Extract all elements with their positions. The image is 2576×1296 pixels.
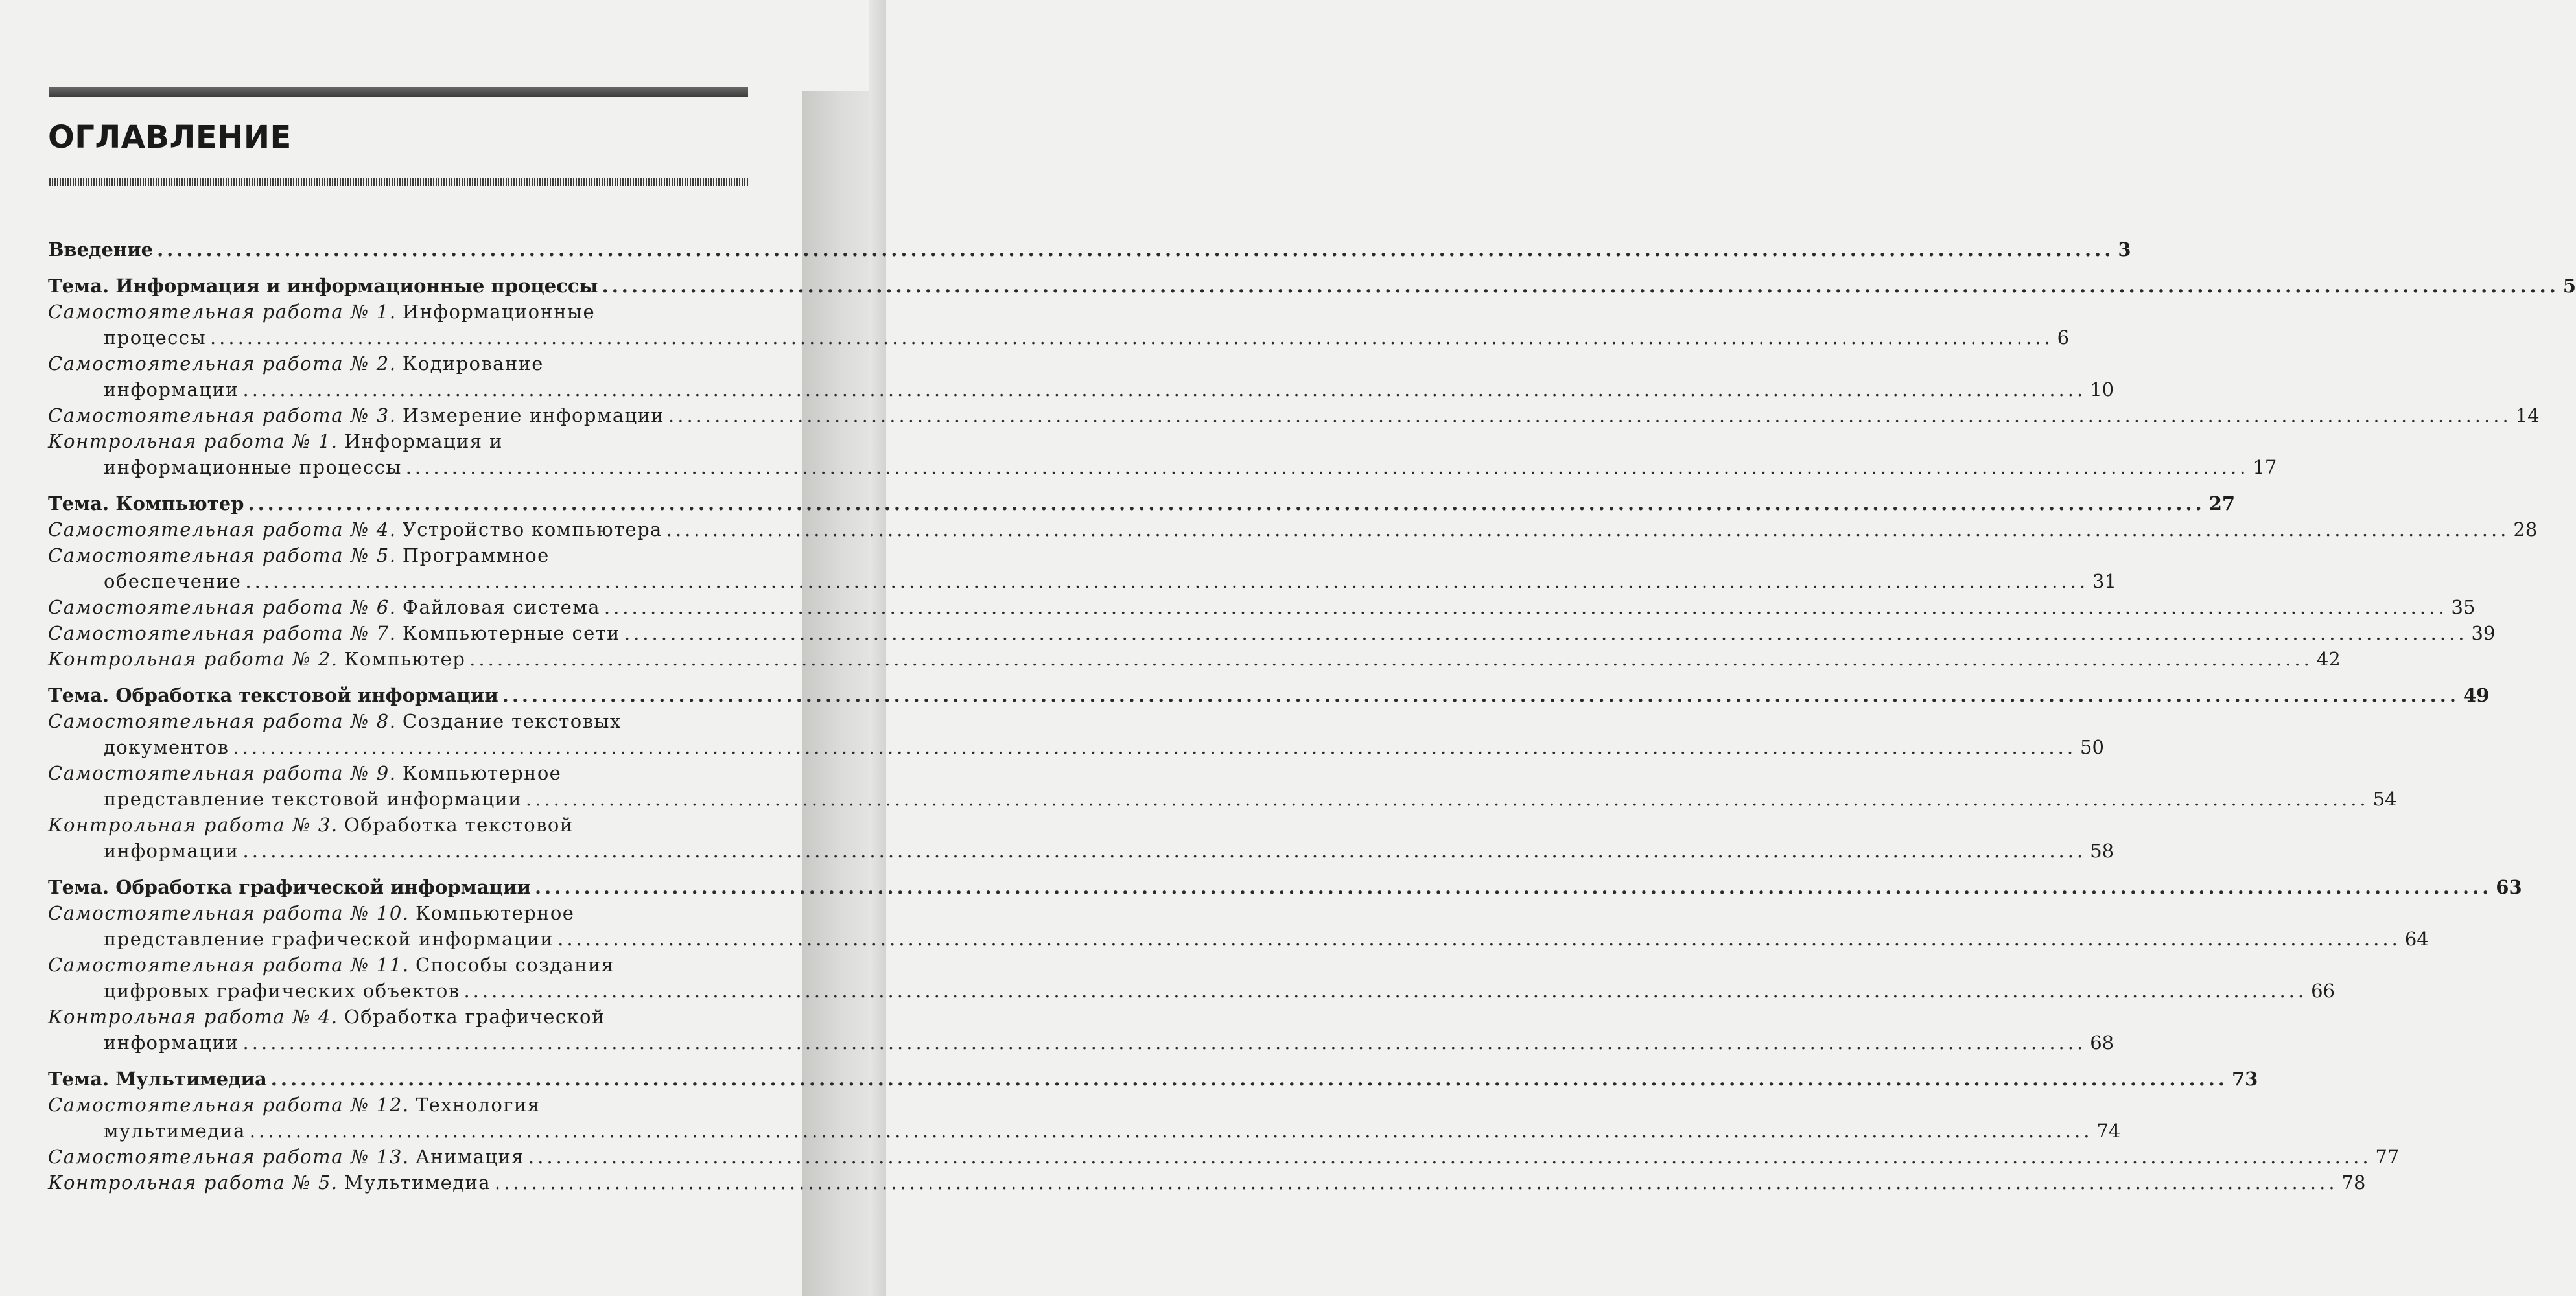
toc-entry-text <box>48 1004 605 1030</box>
topic-title: Тема. Обработка текстовой информации <box>48 684 498 706</box>
dot-leader: ........................................................................................................................................................................................................ <box>157 238 2114 260</box>
work-title: Программное <box>402 544 550 566</box>
toc-entry <box>48 1170 2366 1196</box>
work-title: Способы создания <box>415 954 615 976</box>
dot-leader: ........................................................................................................................................................................................................ <box>666 518 2510 540</box>
toc-topic <box>48 273 2576 299</box>
work-title: Обработка графической <box>344 1006 605 1028</box>
dot-leader: ........................................................................................................................................................................................................ <box>528 1146 2372 1168</box>
topic-title: Тема. Обработка графической информации <box>48 876 532 898</box>
toc-entry-text <box>48 620 620 646</box>
toc-entry-text <box>48 1170 491 1196</box>
dot-leader: ........................................................................................................................................................................................................ <box>463 980 2308 1002</box>
dot-leader: ........................................................................................................................................................................................................ <box>249 1120 2093 1142</box>
work-title: Компьютерные сети <box>402 622 620 644</box>
toc-entry-text <box>48 1066 267 1092</box>
dot-leader: ........................................................................................................................................................................................................ <box>242 840 2087 862</box>
work-title: информации <box>104 840 239 862</box>
toc-entry <box>48 428 747 454</box>
page-number: 5 <box>2562 275 2576 297</box>
topic-title: Введение <box>48 238 154 260</box>
dot-leader: ........................................................................................................................................................................................................ <box>602 275 2559 297</box>
work-number: Контрольная работа № 3. <box>48 814 338 836</box>
work-number: Контрольная работа № 4. <box>48 1006 338 1028</box>
page-number: 54 <box>2372 788 2397 810</box>
work-title: Обработка текстовой <box>344 814 574 836</box>
toc-topic <box>48 682 2490 708</box>
toc-entry-text <box>48 491 244 516</box>
work-number: Контрольная работа № 2. <box>48 648 338 670</box>
toc-entry-text <box>104 734 229 760</box>
page-number: 50 <box>2080 736 2104 758</box>
work-title: цифровых графических объектов <box>104 980 460 1002</box>
work-title: представление графической информации <box>104 928 554 950</box>
page-number: 14 <box>2515 404 2540 426</box>
work-title: Информационные <box>402 301 596 323</box>
toc-entry <box>48 299 747 325</box>
toc-entry <box>48 812 747 838</box>
work-title: Компьютер <box>344 648 466 670</box>
dot-leader: ........................................................................................................................................................................................................ <box>209 327 2054 349</box>
toc-entry-text <box>48 1144 524 1170</box>
table-of-contents <box>48 237 2576 1196</box>
dot-leader: ........................................................................................................................................................................................................ <box>624 622 2468 644</box>
dot-leader: ........................................................................................................................................................................................................ <box>525 788 2369 810</box>
toc-topic <box>48 237 2131 262</box>
toc-entry-continuation <box>48 376 2114 402</box>
work-title: Компьютерное <box>415 902 575 924</box>
toc-entry-text <box>104 568 241 594</box>
dot-leader: ........................................................................................................................................................................................................ <box>535 876 2492 898</box>
work-number: Самостоятельная работа № 2. <box>48 353 397 375</box>
toc-entry-text <box>48 952 614 978</box>
toc-entry-text <box>48 646 465 672</box>
toc-entry-text <box>104 978 460 1004</box>
toc-entry-continuation <box>48 568 2116 594</box>
toc-entry-text <box>104 838 239 864</box>
toc-entry-text <box>104 926 554 952</box>
page-number: 73 <box>2232 1068 2258 1090</box>
toc-entry <box>48 542 747 568</box>
work-number: Самостоятельная работа № 6. <box>48 596 397 618</box>
page-number: 42 <box>2316 648 2341 670</box>
page-number: 63 <box>2496 876 2522 898</box>
toc-entry <box>48 351 747 376</box>
toc-entry-text <box>104 1118 246 1144</box>
work-title: обеспечение <box>104 570 242 592</box>
toc-entry-text <box>48 351 544 376</box>
dot-leader: ........................................................................................................................................................................................................ <box>557 928 2401 950</box>
work-title: Компьютерное <box>402 762 562 784</box>
toc-entry <box>48 402 2540 428</box>
work-number: Самостоятельная работа № 9. <box>48 762 397 784</box>
work-title: Измерение информации <box>402 404 665 426</box>
work-number: Контрольная работа № 5. <box>48 1172 338 1194</box>
toc-entry-text <box>48 516 662 542</box>
work-title: информационные процессы <box>104 456 402 478</box>
dot-leader: ........................................................................................................................................................................................................ <box>233 736 2077 758</box>
work-title: информации <box>104 378 239 400</box>
toc-entry-text <box>48 812 573 838</box>
toc-entry <box>48 516 2538 542</box>
dot-leader: ........................................................................................................................................................................................................ <box>245 570 2089 592</box>
work-number: Самостоятельная работа № 11. <box>48 954 410 976</box>
page-number: 17 <box>2253 456 2277 478</box>
page-number: 68 <box>2090 1032 2114 1054</box>
page-number: 64 <box>2404 928 2429 950</box>
toc-entry-text <box>104 786 522 812</box>
toc-entry-continuation <box>48 734 2104 760</box>
toc-entry-text <box>48 708 622 734</box>
page-number: 66 <box>2311 980 2336 1002</box>
toc-entry-text <box>48 1092 540 1118</box>
page-number: 28 <box>2513 518 2538 540</box>
toc-entry-continuation <box>48 454 2277 480</box>
dot-leader: ........................................................................................................................................................................................................ <box>668 404 2512 426</box>
toc-entry-text <box>48 874 531 900</box>
work-number: Самостоятельная работа № 3. <box>48 404 397 426</box>
work-title: Технология <box>415 1094 541 1116</box>
work-title: Информация и <box>344 430 503 452</box>
toc-entry-text <box>48 273 598 299</box>
toc-entry-continuation <box>48 838 2114 864</box>
toc-topic <box>48 1066 2258 1092</box>
work-title: Мультимедиа <box>344 1172 491 1194</box>
work-title: документов <box>104 736 229 758</box>
toc-entry-text <box>48 299 595 325</box>
toc-entry-text <box>48 760 561 786</box>
page-number: 74 <box>2096 1120 2121 1142</box>
page-number: 35 <box>2451 596 2476 618</box>
page-number: 6 <box>2057 327 2070 349</box>
page-number: 3 <box>2118 238 2131 260</box>
toc-entry-text <box>48 237 153 262</box>
work-number: Самостоятельная работа № 12. <box>48 1094 410 1116</box>
topic-title: Тема. Информация и информационные процессы <box>48 275 598 297</box>
work-title: Файловая система <box>402 596 600 618</box>
dot-leader: ........................................................................................................................................................................................................ <box>242 378 2087 400</box>
hatched-rule <box>49 178 748 186</box>
work-title: представление текстовой информации <box>104 788 522 810</box>
work-title: Устройство компьютера <box>402 518 662 540</box>
work-number: Самостоятельная работа № 10. <box>48 902 410 924</box>
toc-entry <box>48 1004 747 1030</box>
toc-entry-text <box>48 594 600 620</box>
toc-entry <box>48 708 747 734</box>
work-number: Самостоятельная работа № 8. <box>48 710 397 732</box>
dot-leader: ........................................................................................................................................................................................................ <box>502 684 2459 706</box>
toc-entry-text <box>48 542 550 568</box>
toc-entry <box>48 900 747 926</box>
toc-entry-text <box>48 402 664 428</box>
work-number: Самостоятельная работа № 13. <box>48 1146 410 1168</box>
toc-entry <box>48 646 2341 672</box>
topic-title: Тема. Мультимедиа <box>48 1068 267 1090</box>
toc-entry-text <box>104 1030 239 1056</box>
toc-entry <box>48 594 2476 620</box>
page-number: 78 <box>2341 1172 2366 1194</box>
work-title: процессы <box>104 327 206 349</box>
work-number: Контрольная работа № 1. <box>48 430 338 452</box>
work-title: Создание текстовых <box>402 710 622 732</box>
work-title: Кодирование <box>402 353 544 375</box>
work-number: Самостоятельная работа № 5. <box>48 544 397 566</box>
page-number: 58 <box>2090 840 2114 862</box>
page-number: 31 <box>2092 570 2116 592</box>
toc-topic <box>48 874 2522 900</box>
toc-entry-continuation <box>48 786 2397 812</box>
work-title: Анимация <box>415 1146 524 1168</box>
dot-leader: ........................................................................................................................................................................................................ <box>242 1032 2087 1054</box>
toc-entry-continuation <box>48 926 2429 952</box>
work-number: Самостоятельная работа № 7. <box>48 622 397 644</box>
toc-entry <box>48 1092 747 1118</box>
toc-entry-text <box>104 454 402 480</box>
page-number: 39 <box>2471 622 2496 644</box>
toc-topic <box>48 491 2236 516</box>
dot-leader: ........................................................................................................................................................................................................ <box>469 648 2313 670</box>
toc-entry-continuation <box>48 1118 2121 1144</box>
toc-entry <box>48 760 747 786</box>
toc-entry <box>48 952 747 978</box>
toc-entry <box>48 620 2496 646</box>
toc-entry-continuation <box>48 1030 2114 1056</box>
toc-entry <box>48 1144 2400 1170</box>
top-rule <box>49 87 748 97</box>
dot-leader: ........................................................................................................................................................................................................ <box>270 1068 2228 1090</box>
toc-entry-continuation <box>48 325 2070 351</box>
dot-leader: ........................................................................................................................................................................................................ <box>494 1172 2338 1194</box>
work-number: Самостоятельная работа № 1. <box>48 301 397 323</box>
page-number: 49 <box>2463 684 2490 706</box>
toc-entry-text <box>48 428 503 454</box>
dot-leader: ........................................................................................................................................................................................................ <box>405 456 2249 478</box>
dot-leader: ........................................................................................................................................................................................................ <box>603 596 2448 618</box>
work-title: мультимедиа <box>104 1120 246 1142</box>
work-title: информации <box>104 1032 239 1054</box>
toc-entry-continuation <box>48 978 2336 1004</box>
toc-entry-text <box>104 325 206 351</box>
page-number: 10 <box>2090 378 2114 400</box>
page-number: 77 <box>2375 1146 2400 1168</box>
toc-entry-text <box>48 682 498 708</box>
topic-title: Тема. Компьютер <box>48 492 244 515</box>
toc-entry-text <box>104 376 239 402</box>
work-number: Самостоятельная работа № 4. <box>48 518 397 540</box>
toc-entry-text <box>48 900 574 926</box>
dot-leader: ........................................................................................................................................................................................................ <box>248 492 2205 515</box>
page-title: ОГЛАВЛЕНИЕ <box>48 119 292 156</box>
page-number: 27 <box>2208 492 2236 515</box>
